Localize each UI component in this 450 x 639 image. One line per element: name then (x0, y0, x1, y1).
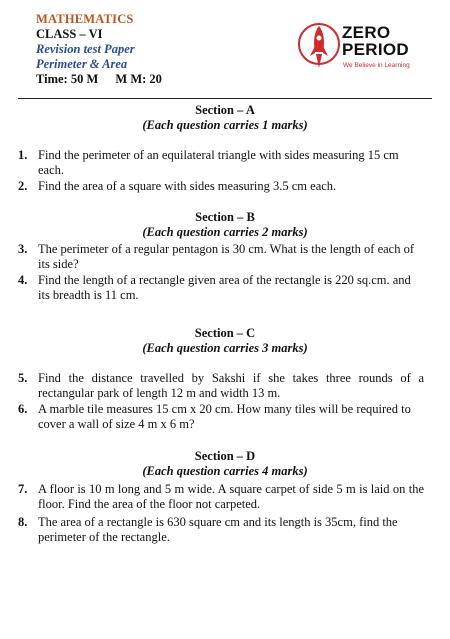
logo-tagline: We Believe in Learning (343, 62, 410, 69)
section-title: Section – B (195, 210, 255, 224)
section-subtitle: (Each question carries 1 marks) (142, 118, 308, 132)
question-4 (18, 273, 424, 303)
subject-title: MATHEMATICS (36, 12, 134, 26)
section-b-heading (0, 210, 450, 240)
section-subtitle: (Each question carries 4 marks) (142, 464, 308, 478)
section-a-heading (0, 103, 450, 133)
class-label: CLASS – VI (36, 27, 103, 41)
question-text: The area of a rectangle is 630 square cm and its length is 35cm, find the perimeter of the rectangle. (38, 515, 398, 544)
question-number: 1. (18, 148, 28, 162)
zero-period-logo (297, 16, 422, 76)
question-5 (18, 371, 424, 401)
question-text: A marble tile measures 15 cm x 20 cm. How many tiles will be required to cover a wall of size 4 m x 6 m? (38, 402, 411, 431)
question-number: 2. (18, 179, 28, 193)
topic-title: Perimeter & Area (36, 57, 128, 71)
section-title: Section – C (194, 326, 256, 340)
logo-word-zero: ZERO (342, 23, 391, 42)
time-marks-line (36, 72, 162, 87)
section-title: Section – D (194, 449, 256, 463)
question-number: 8. (18, 515, 28, 529)
paper-type: Revision test Paper (36, 42, 135, 56)
marks-label: M M: 20 (115, 72, 162, 86)
question-text: A floor is 10 m long and 5 m wide. A square carpet of side 5 m is laid on the floor. Find the area of the floor not carpeted. (38, 482, 424, 511)
paper-header (36, 12, 162, 87)
question-text: Find the area of a square with sides measuring 3.5 cm each. (38, 179, 337, 193)
question-number: 5. (18, 371, 28, 385)
section-c-heading (0, 326, 450, 356)
section-subtitle: (Each question carries 3 marks) (142, 341, 308, 355)
question-text: Find the distance travelled by Sakshi if she takes three rounds of a rectangular park of length 12 m and width 13 m. (38, 371, 424, 400)
question-8 (18, 515, 424, 545)
question-2 (18, 179, 424, 194)
question-7 (18, 482, 424, 512)
header-divider (18, 98, 432, 99)
section-title: Section – A (195, 103, 255, 117)
question-text: Find the perimeter of an equilateral triangle with sides measuring 15 cm each. (38, 148, 399, 177)
section-d-heading (0, 449, 450, 479)
logo-word-period: PERIOD (342, 40, 409, 59)
question-3 (18, 242, 424, 272)
question-number: 4. (18, 273, 28, 287)
rocket-icon (297, 16, 341, 76)
section-subtitle: (Each question carries 2 marks) (142, 225, 308, 239)
question-1 (18, 148, 424, 178)
question-number: 7. (18, 482, 28, 496)
question-text: Find the length of a rectangle given area of the rectangle is 220 sq.cm. and its breadth is 11 cm. (38, 273, 411, 302)
question-6 (18, 402, 424, 432)
question-text: The perimeter of a regular pentagon is 30 cm. What is the length of each of its side? (38, 242, 415, 271)
question-number: 3. (18, 242, 28, 256)
time-label: Time: 50 M (36, 72, 99, 86)
question-number: 6. (18, 402, 28, 416)
